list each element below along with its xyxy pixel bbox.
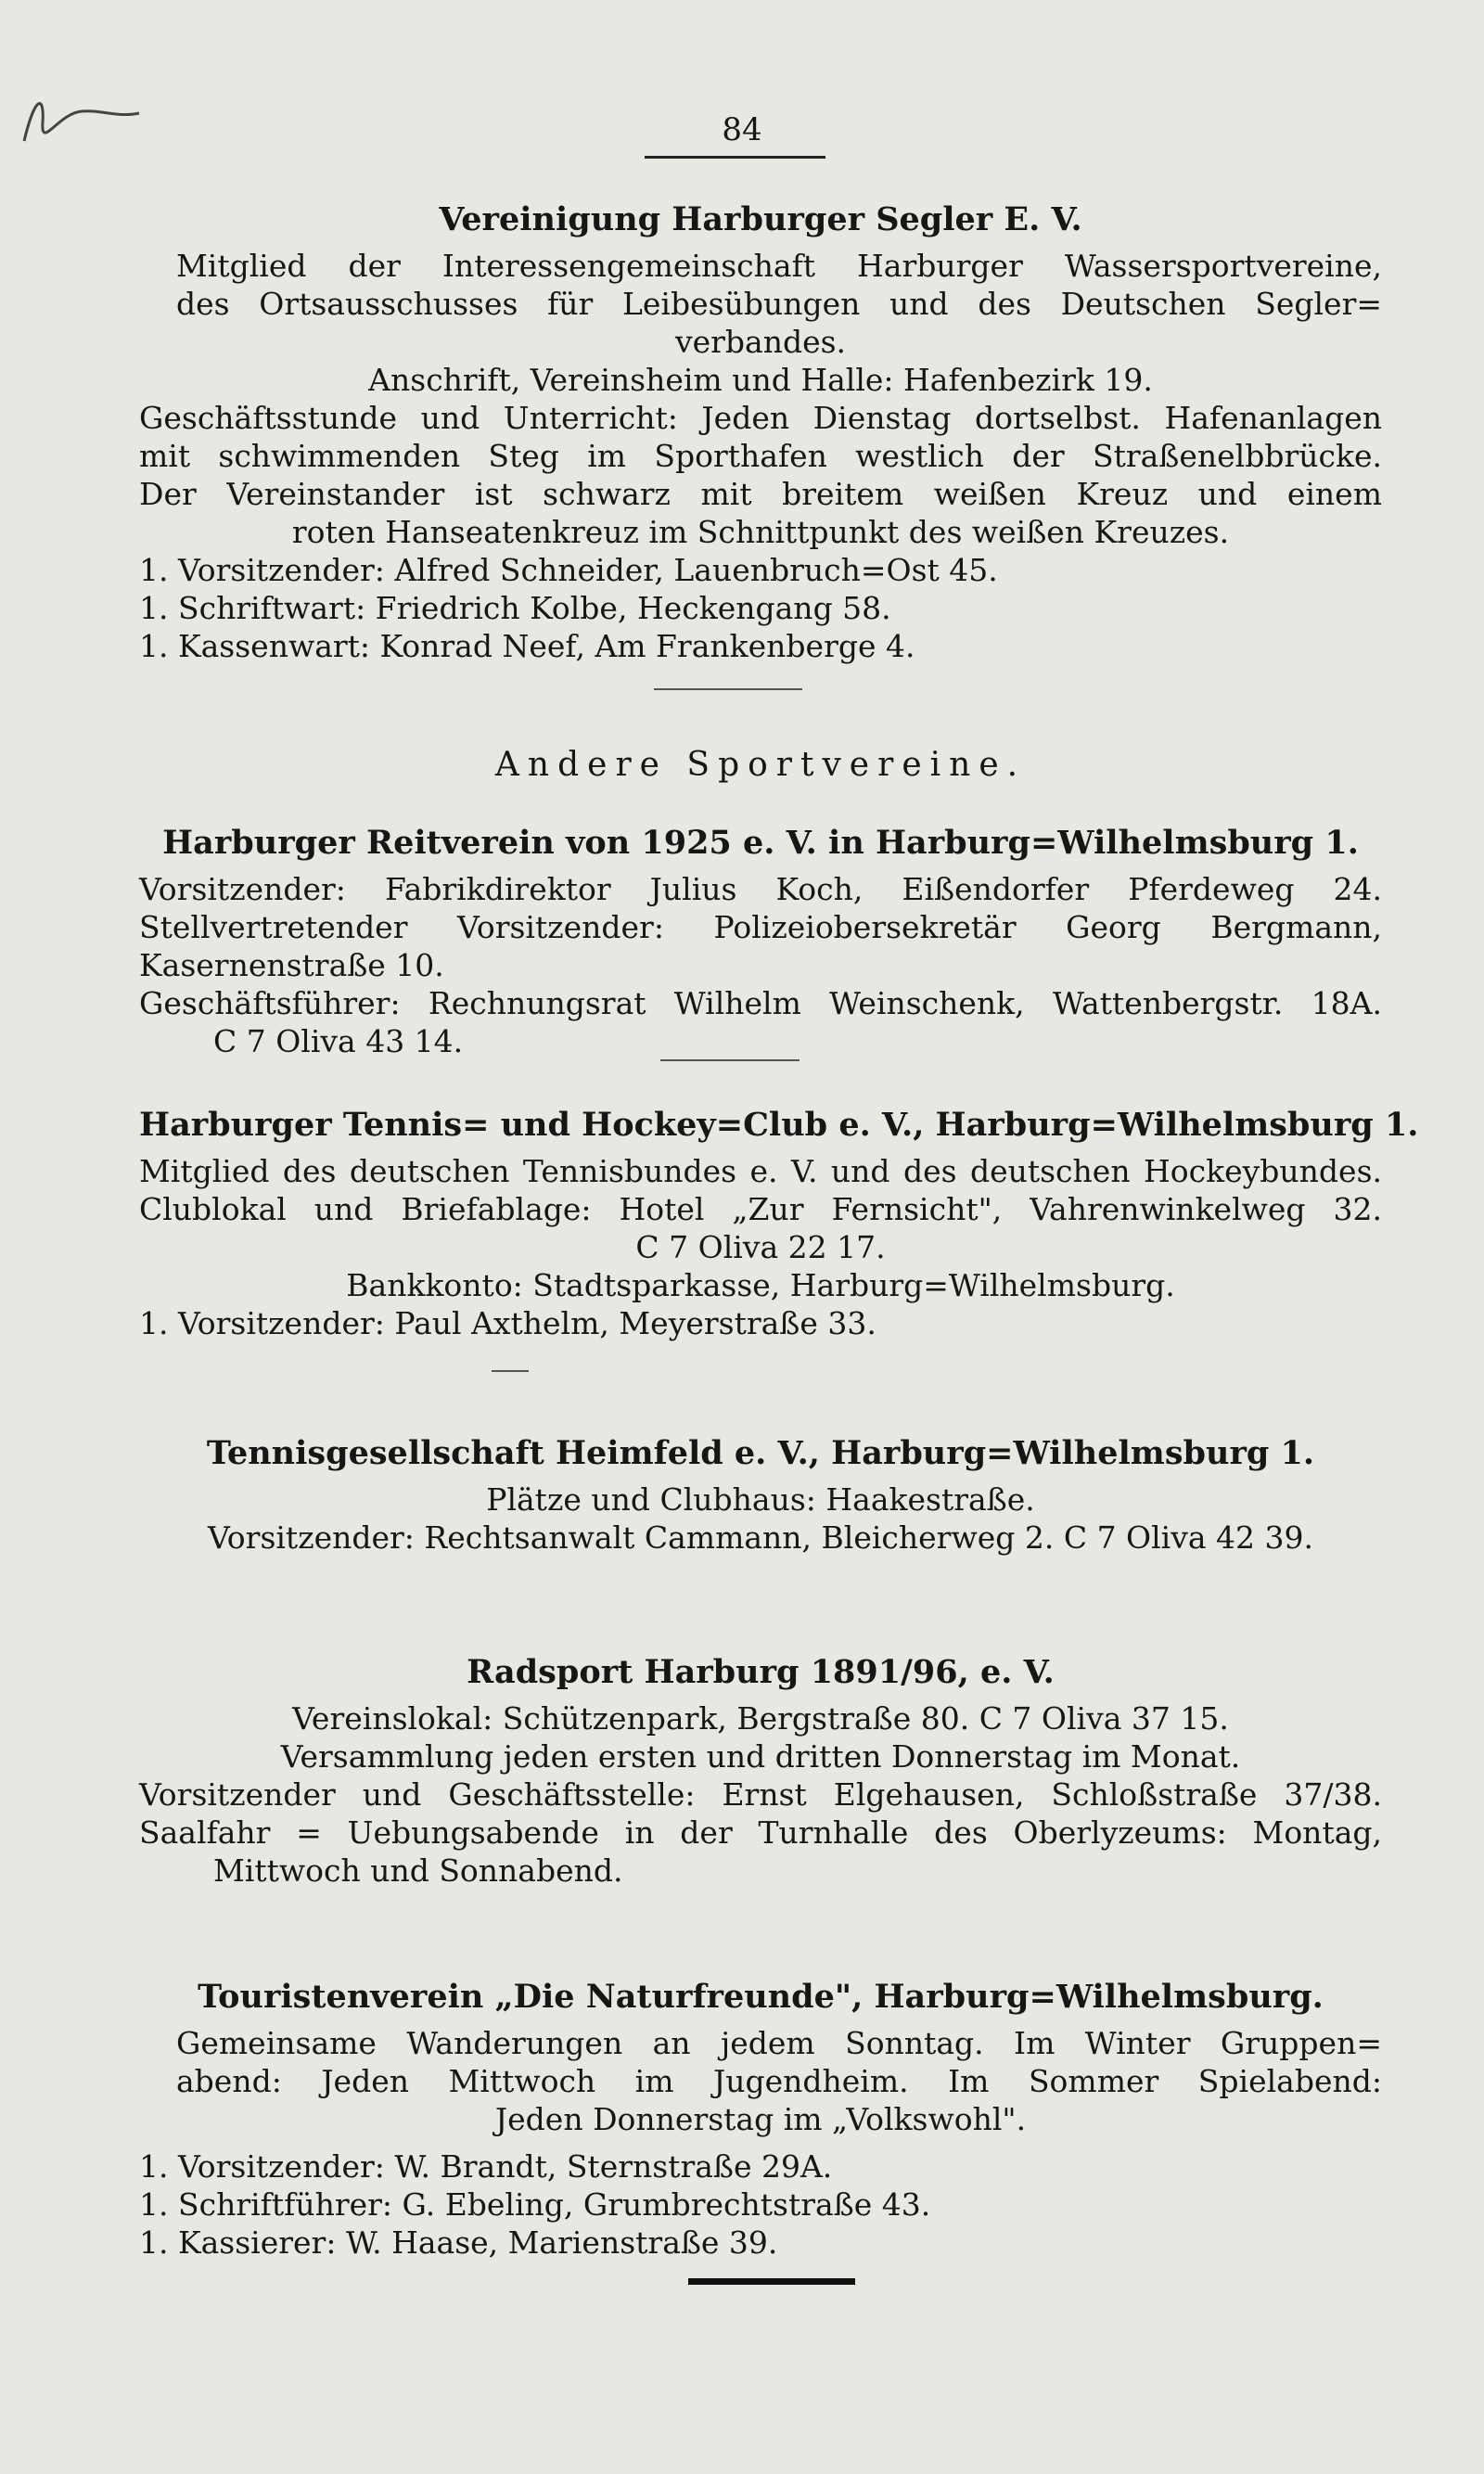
- text-line: Mittwoch und Sonnabend.: [213, 1852, 623, 1889]
- text-line: Saalfahr = Uebungsabende in der Turnhalle des Oberlyzeums: Montag,: [139, 1814, 1382, 1851]
- text-line: Vereinslokal: Schützenpark, Bergstraße 80. C 7 Oliva 37 15.: [292, 1700, 1229, 1737]
- text-line: des Ortsausschusses für Leibesübungen und des Deutschen Segler=: [176, 286, 1382, 322]
- text-line: 1. Vorsitzender: W. Brandt, Sternstraße 29A.: [139, 2148, 833, 2185]
- separator-rule: [660, 1059, 800, 1061]
- text-line: 1. Kassierer: W. Haase, Marienstraße 39.: [139, 2224, 778, 2261]
- text-line: Gemeinsame Wanderungen an jedem Sonntag. Im Winter Gruppen=: [176, 2025, 1382, 2061]
- club-entry-tennisgesellschaft: [139, 1430, 1382, 1557]
- text-line: Stellvertretender Vorsitzender: Polizeiobersekretär Georg Bergmann,: [139, 909, 1382, 945]
- page-number-rule: [645, 156, 825, 159]
- club-entry-reitverein: [139, 742, 1382, 1060]
- text-line: Mitglied der Interessengemeinschaft Harburger Wassersportvereine,: [176, 248, 1382, 284]
- club-title: Harburger Reitverein von 1925 e. V. in Harburg=Wilhelmsburg 1.: [162, 824, 1359, 862]
- club-entry-radsport: [139, 1649, 1382, 1890]
- separator-rule: [492, 1370, 529, 1372]
- text-line: 1. Schriftführer: G. Ebeling, Grumbrechtstraße 43.: [139, 2186, 931, 2223]
- text-line: Geschäftsstunde und Unterricht: Jeden Dienstag dortselbst. Hafenanlagen: [139, 400, 1382, 436]
- text-line: Plätze und Clubhaus: Haakestraße.: [486, 1481, 1035, 1518]
- text-line: verbandes.: [674, 324, 847, 360]
- section-heading: Andere Sportvereine.: [494, 746, 1027, 784]
- text-line: Mitglied des deutschen Tennisbundes e. V. und des deutschen Hockeybundes.: [139, 1153, 1382, 1189]
- pen-mark: [17, 85, 147, 160]
- text-line: 1. Vorsitzender: Alfred Schneider, Lauenbruch=Ost 45.: [139, 552, 998, 588]
- club-title: Touristenverein „Die Naturfreunde", Harburg=Wilhelmsburg.: [198, 1978, 1324, 2016]
- text-line: Clublokal und Briefablage: Hotel „Zur Fernsicht", Vahrenwinkelweg 32.: [139, 1191, 1382, 1227]
- text-line: abend: Jeden Mittwoch im Jugendheim. Im Sommer Spielabend:: [176, 2063, 1382, 2099]
- text-line: Vorsitzender und Geschäftsstelle: Ernst Elgehausen, Schloßstraße 37/38.: [139, 1776, 1382, 1813]
- text-line: 1. Kassenwart: Konrad Neef, Am Frankenberge 4.: [139, 628, 915, 664]
- club-title: Harburger Tennis= und Hockey=Club e. V., Harburg=Wilhelmsburg 1.: [139, 1106, 1419, 1144]
- club-entry-naturfreunde: [139, 1974, 1382, 2262]
- club-title: Tennisgesellschaft Heimfeld e. V., Harburg=Wilhelmsburg 1.: [206, 1434, 1315, 1472]
- text-line: Kasernenstraße 10.: [139, 947, 444, 983]
- text-line: Der Vereinstander ist schwarz mit breitem weißen Kreuz und einem: [139, 476, 1382, 512]
- separator-rule: [654, 688, 802, 690]
- end-rule: [688, 2278, 855, 2285]
- text-line: C 7 Oliva 22 17.: [635, 1229, 886, 1265]
- text-line: Vorsitzender: Fabrikdirektor Julius Koch, Eißendorfer Pferdeweg 24.: [139, 871, 1382, 907]
- club-title: Radsport Harburg 1891/96, e. V.: [467, 1653, 1055, 1691]
- text-line: C 7 Oliva 43 14.: [213, 1023, 464, 1059]
- text-line: roten Hanseatenkreuz im Schnittpunkt des weißen Kreuzes.: [291, 514, 1230, 550]
- text-line: Anschrift, Vereinsheim und Halle: Hafenbezirk 19.: [368, 362, 1153, 398]
- club-entry-segler: [139, 197, 1382, 665]
- text-line: Vorsitzender: Rechtsanwalt Cammann, Bleicherweg 2. C 7 Oliva 42 39.: [208, 1519, 1313, 1556]
- club-entry-tennis-hockey: [139, 1102, 1419, 1342]
- text-line: Bankkonto: Stadtsparkasse, Harburg=Wilhelmsburg.: [346, 1267, 1175, 1303]
- page-number: 84: [722, 111, 762, 148]
- club-title: Vereinigung Harburger Segler E. V.: [439, 200, 1082, 238]
- text-line: Versammlung jeden ersten und dritten Donnerstag im Monat.: [280, 1738, 1241, 1775]
- text-line: Jeden Donnerstag im „Volkswohl".: [494, 2101, 1027, 2137]
- text-line: mit schwimmenden Steg im Sporthafen westlich der Straßenelbbrücke.: [139, 438, 1382, 474]
- text-line: 1. Vorsitzender: Paul Axthelm, Meyerstraße 33.: [139, 1305, 876, 1341]
- text-line: 1. Schriftwart: Friedrich Kolbe, Heckengang 58.: [139, 590, 891, 626]
- text-line: Geschäftsführer: Rechnungsrat Wilhelm Weinschenk, Wattenbergstr. 18A.: [139, 985, 1382, 1021]
